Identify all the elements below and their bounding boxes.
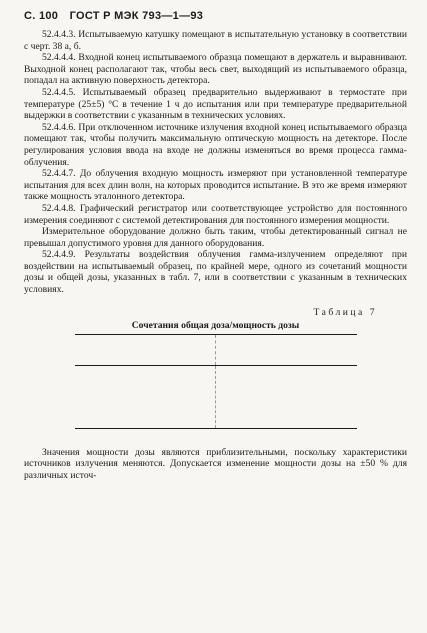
clause-52-4-4-4: 52.4.4.4. Входной конец испытываемого образца помещают в держатель и выравнивают. Выходной конец располагают так, чтобы весь свет, выходящий из испытываемого образца, попадал на активную поверхность детектора. — [24, 52, 407, 87]
table-header-row — [75, 335, 357, 366]
running-header — [24, 10, 407, 22]
clause-52-4-4-7: 52.4.4.7. До облучения входную мощность измеряют при установленной температуре испытания для всех длин волн, на которых проводится испытание. В это же время измеряют также мощность эталонного детектора. — [24, 168, 407, 203]
dose-rate-note: Значения мощности дозы являются приблизительными, поскольку характеристики источников излучения меняются. Допускается изменение мощности дозы на ±50 % для различных источ- — [24, 446, 407, 481]
table-body — [75, 366, 357, 428]
clause-52-4-4-6: 52.4.4.6. При отключенном источнике излучения входной конец испытываемого образца помещают так, чтобы получить максимальную оптическую мощность на детекторе. После регулирования условия ввода на входе не должны изменяться во время процесса гамма-облучения. — [24, 121, 407, 168]
table-label: Таблица 7 — [313, 306, 377, 318]
clause-52-4-4-8: 52.4.4.8. Графический регистратор или соответствующее устройство для постоянного измерения соединяют с системой детектирования для постоянного измерения мощности. — [24, 202, 407, 226]
page-number: С. 100 — [24, 10, 59, 22]
table-caption: Сочетания общая доза/мощность дозы — [131, 319, 300, 331]
table-header-total-dose — [75, 335, 217, 365]
standard-designation: ГОСТ Р МЭК 793—1—93 — [69, 10, 204, 22]
clause-52-4-4-5: 52.4.4.5. Испытываемый образец предварительно выдерживают в термостате при температуре (25±5) °С в течение 1 ч до испытания или при температуре предварительной выдержки в соответствии с указанным в технических условиях. — [24, 86, 407, 122]
clause-52-4-4-3: 52.4.4.3. Испытываемую катушку помещают в испытательную установку в соответствии с черт. 38 а, б. — [24, 29, 407, 52]
clause-52-4-4-9: 52.4.4.9. Результаты воздействия облучения гамма-излучением определяют при воздействии на испытываемый образец, по крайней мере, одного из сочетаний мощности дозы и общей дозы, указанных в табл. 7, или в соответствии с указанным в технических условиях. — [24, 249, 407, 296]
equipment-note: Измерительное оборудование должно быть таким, чтобы детектированный сигнал не превышал допустимого уровня для данного оборудования. — [24, 226, 407, 249]
dose-table — [75, 334, 357, 429]
table-header-dose-rate — [216, 335, 357, 365]
table-column-total-dose — [75, 366, 217, 428]
table-column-dose-rate — [216, 366, 357, 428]
